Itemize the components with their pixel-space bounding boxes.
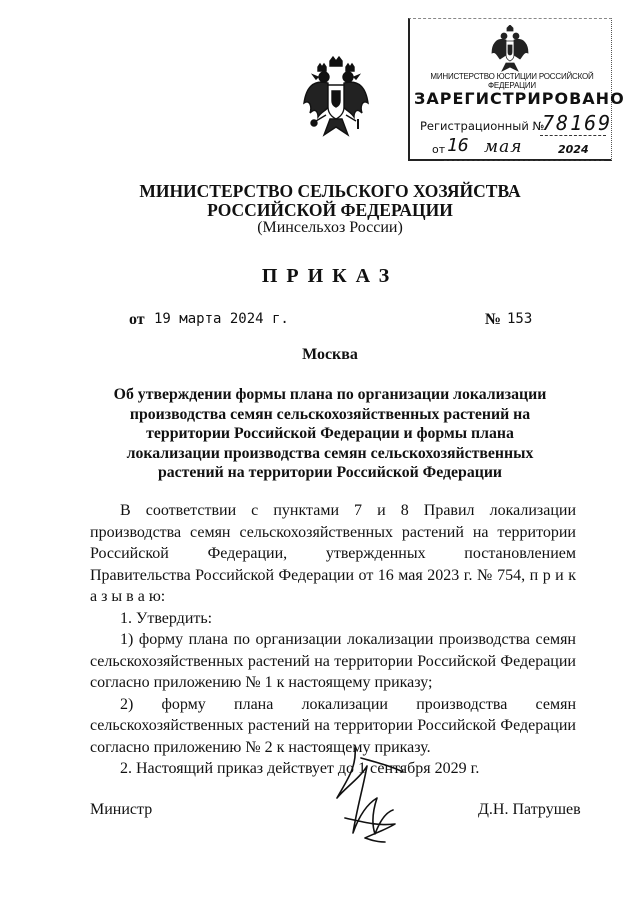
document-title: Об утверждении формы плана по организации локализации производства семян сельскохозяйственных растений на территории Российской Федерации и формы плана локализации производства семян сельскохозяйственных растений на территории Российской Федерации bbox=[113, 386, 547, 482]
city: Москва bbox=[302, 346, 358, 363]
number-label: № bbox=[485, 311, 502, 328]
stamp-ministry: МИНИСТЕРСТВО ЮСТИЦИИ РОССИЙСКОЙ ФЕДЕРАЦИИ bbox=[430, 72, 594, 90]
stamp-regnum-line bbox=[540, 135, 606, 136]
stamp-regnum-label: Регистрационный № bbox=[420, 119, 545, 133]
ministry-short-name: (Минсельхоз России) bbox=[257, 219, 403, 236]
stamp-date-line bbox=[444, 160, 604, 161]
document-type: ПРИКАЗ bbox=[261, 265, 399, 287]
signature-icon bbox=[315, 738, 415, 858]
registration-stamp bbox=[408, 18, 625, 161]
stamp-emblem-icon bbox=[490, 25, 530, 73]
date-label: от bbox=[129, 311, 145, 328]
stamp-date-year: 2024 bbox=[558, 143, 589, 156]
stamp-registered: ЗАРЕГИСТРИРОВАНО bbox=[414, 89, 625, 108]
stamp-date-ot: от bbox=[432, 143, 446, 156]
document-date: 19 марта 2024 г. bbox=[154, 311, 289, 327]
signer-position: Министр bbox=[90, 801, 153, 818]
ministry-name-line2: РОССИЙСКОЙ ФЕДЕРАЦИИ bbox=[207, 200, 453, 220]
paragraph-item-2: 2. Настоящий приказ действует до 1 сентября 2029 г. bbox=[120, 760, 480, 777]
paragraph-subitem-1: 1) форму плана по организации локализации производства семян сельскохозяйственных растений на территории Российской Федерации согласно приложению № 1 к настоящему приказу; bbox=[90, 631, 576, 691]
signer-name: Д.Н. Патрушев bbox=[478, 801, 581, 818]
stamp-date-month: мая bbox=[484, 137, 523, 157]
coat-of-arms-icon bbox=[300, 55, 372, 145]
stamp-regnum-value: 78169 bbox=[542, 111, 613, 135]
paragraph-subitem-2: 2) форму плана локализации производства семян сельскохозяйственных растений на территории Российской Федерации согласно приложению № 2 к настоящему приказу. bbox=[90, 695, 576, 756]
stamp-date-day: 16 bbox=[447, 135, 469, 156]
document-number: 153 bbox=[507, 311, 533, 327]
ministry-name-line1: МИНИСТЕРСТВО СЕЛЬСКОГО ХОЗЯЙСТВА bbox=[139, 181, 521, 201]
paragraph-preamble: В соответствии с пунктами 7 и 8 Правил локализации производства семян сельскохозяйственных растений на территории Российской Федерации, утвержденных постановлением Правительства Российской Федерации от 16 мая 2023 г. № 754, п р и к а з ы в а ю: bbox=[90, 502, 576, 605]
paragraph-item-1: 1. Утвердить: bbox=[120, 609, 213, 627]
